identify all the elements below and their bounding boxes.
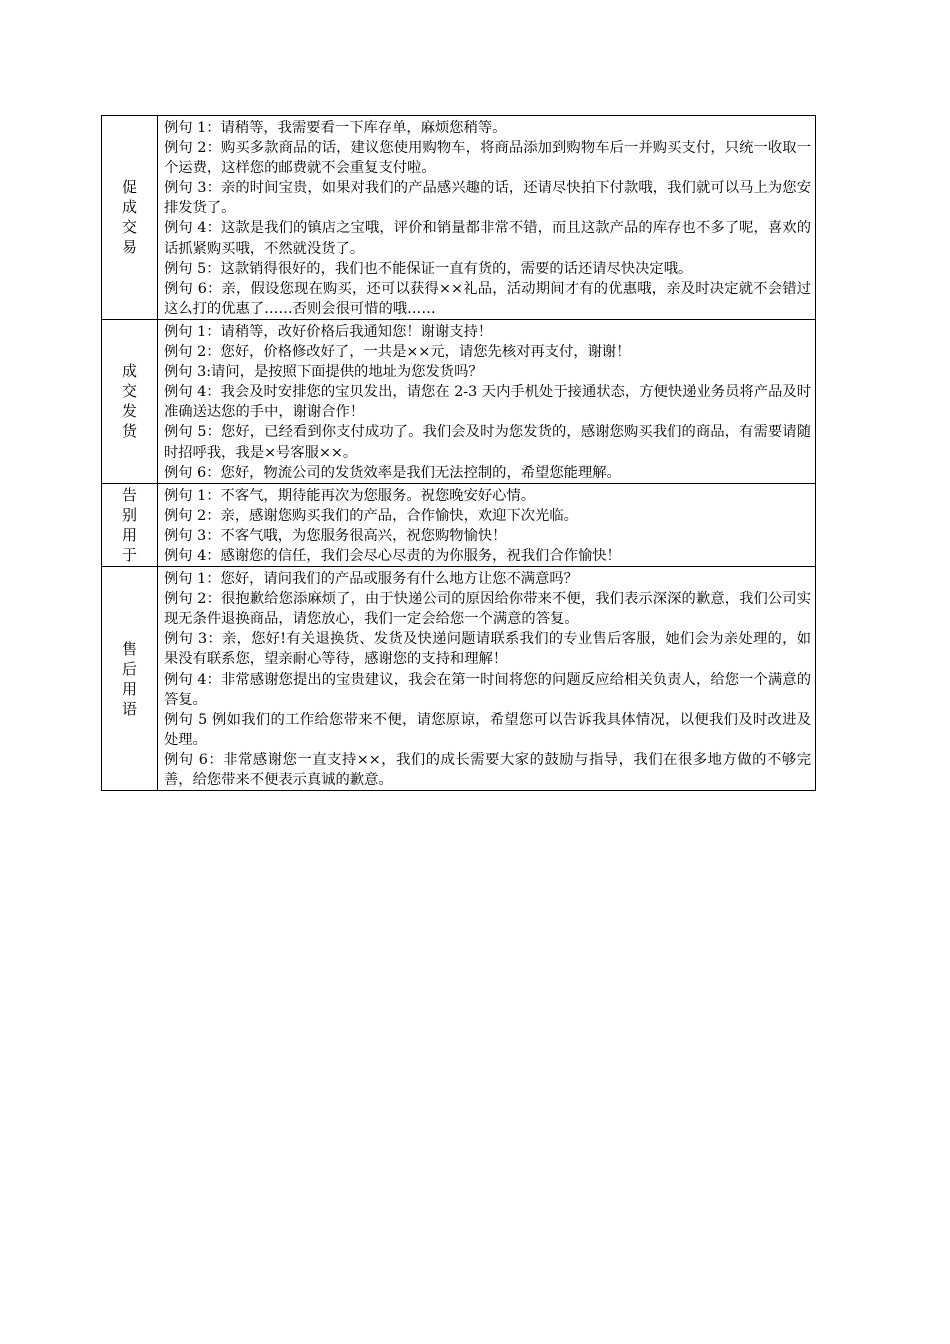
example-sentence: 例句 1：请稍等，我需要看一下库存单，麻烦您稍等。: [164, 120, 507, 136]
section-row-shipping: [102, 319, 816, 483]
section-row-closing-deal: [102, 116, 816, 320]
example-sentence: 例句 3：亲的时间宝贵，如果对我们的产品感兴趣的话，还请尽快拍下付款哦，我们就可以马上为您安排发货了。: [164, 180, 811, 217]
example-sentence: 例句 2：购买多款商品的话，建议您使用购物车，将商品添加到购物车后一并购买支付，只统一收取一个运费，这样您的邮费就不会重复支付啦。: [164, 140, 811, 177]
example-sentence: 例句 2：您好，价格修改好了，一共是××元，请您先核对再支付，谢谢！: [164, 344, 631, 361]
example-sentence: 例句 6：非常感谢您一直支持××，我们的成长需要大家的鼓励与指导，我们在很多地方做的不够完善，给您带来不便表示真诚的歉意。: [164, 751, 811, 788]
example-sentence: 例句 3:请问，是按照下面提供的地址为您发货吗？: [164, 364, 483, 381]
customer-service-script-table: [101, 115, 816, 791]
example-sentence: 例句 1：请稍等，改好价格后我通知您！谢谢支持！: [164, 323, 493, 340]
sentences-cell: [158, 567, 816, 791]
sentences-cell: [158, 116, 816, 320]
sentences-cell: [158, 483, 816, 566]
example-sentence: 例句 2：很抱歉给您添麻烦了，由于快递公司的原因给你带来不便，我们表示深深的歉意，我们公司实现无条件退换商品，请您放心，我们一定会给您一个满意的答复。: [164, 591, 811, 628]
example-sentence: 例句 4：这款是我们的镇店之宝哦，评价和销量都非常不错，而且这款产品的库存也不多了呢，喜欢的话抓紧购买哦，不然就没货了。: [164, 220, 811, 257]
example-sentence: 例句 5 例如我们的工作给您带来不便，请您原谅，希望您可以告诉我具体情况，以便我们及时改进及处理。: [164, 711, 811, 748]
category-cell: [102, 116, 158, 320]
example-sentence: 例句 1：不客气，期待能再次为您服务。祝您晚安好心情。: [164, 487, 536, 504]
example-sentence: 例句 5：这款销得很好的，我们也不能保证一直有货的，需要的话还请尽快决定哦。: [164, 260, 693, 277]
category-label: 成交发货: [121, 362, 137, 441]
example-sentence: 例句 1：您好，请问我们的产品或服务有什么地方让您不满意吗？: [164, 571, 578, 588]
category-cell: [102, 567, 158, 791]
category-cell: [102, 319, 158, 483]
example-sentence: 例句 3：不客气哦，为您服务很高兴，祝您购物愉快！: [164, 527, 507, 544]
example-sentence: 例句 4：感谢您的信任，我们会尽心尽责的为你服务，祝我们合作愉快！: [164, 547, 621, 564]
category-label: 告别用于: [121, 485, 137, 564]
category-cell: [102, 483, 158, 566]
example-sentence: 例句 6：您好，物流公司的发货效率是我们无法控制的，希望您能理解。: [164, 464, 621, 481]
category-label: 促成交易: [121, 178, 137, 257]
example-sentence: 例句 2：亲，感谢您购买我们的产品，合作愉快，欢迎下次光临。: [164, 507, 578, 524]
example-sentence: 例句 3：亲，您好!有关退换货、发货及快递问题请联系我们的专业售后客服，她们会为亲处理的，如果没有联系您，望亲耐心等待，感谢您的支持和理解！: [164, 631, 811, 668]
example-sentence: 例句 5：您好，已经看到你支付成功了。我们会及时为您发货的，感谢您购买我们的商品，有需要请随时招呼我，我是×号客服××。: [164, 424, 811, 461]
section-row-farewell: [102, 483, 816, 566]
example-sentence: 例句 6：亲，假设您现在购买，还可以获得××礼品，活动期间才有的优惠哦，亲及时决定就不会错过这么打的优惠了……否则会很可惜的哦……: [164, 280, 811, 317]
category-label: 售后用语: [121, 639, 137, 718]
sentences-cell: [158, 319, 816, 483]
example-sentence: 例句 4：非常感谢您提出的宝贵建议，我会在第一时间将您的问题反应给相关负责人，给您一个满意的答复。: [164, 671, 811, 708]
example-sentence: 例句 4：我会及时安排您的宝贝发出，请您在 2-3 天内手机处于接通状态，方便快递业务员将产品及时准确送达您的手中，谢谢合作！: [164, 384, 811, 421]
section-row-after-sales: [102, 567, 816, 791]
